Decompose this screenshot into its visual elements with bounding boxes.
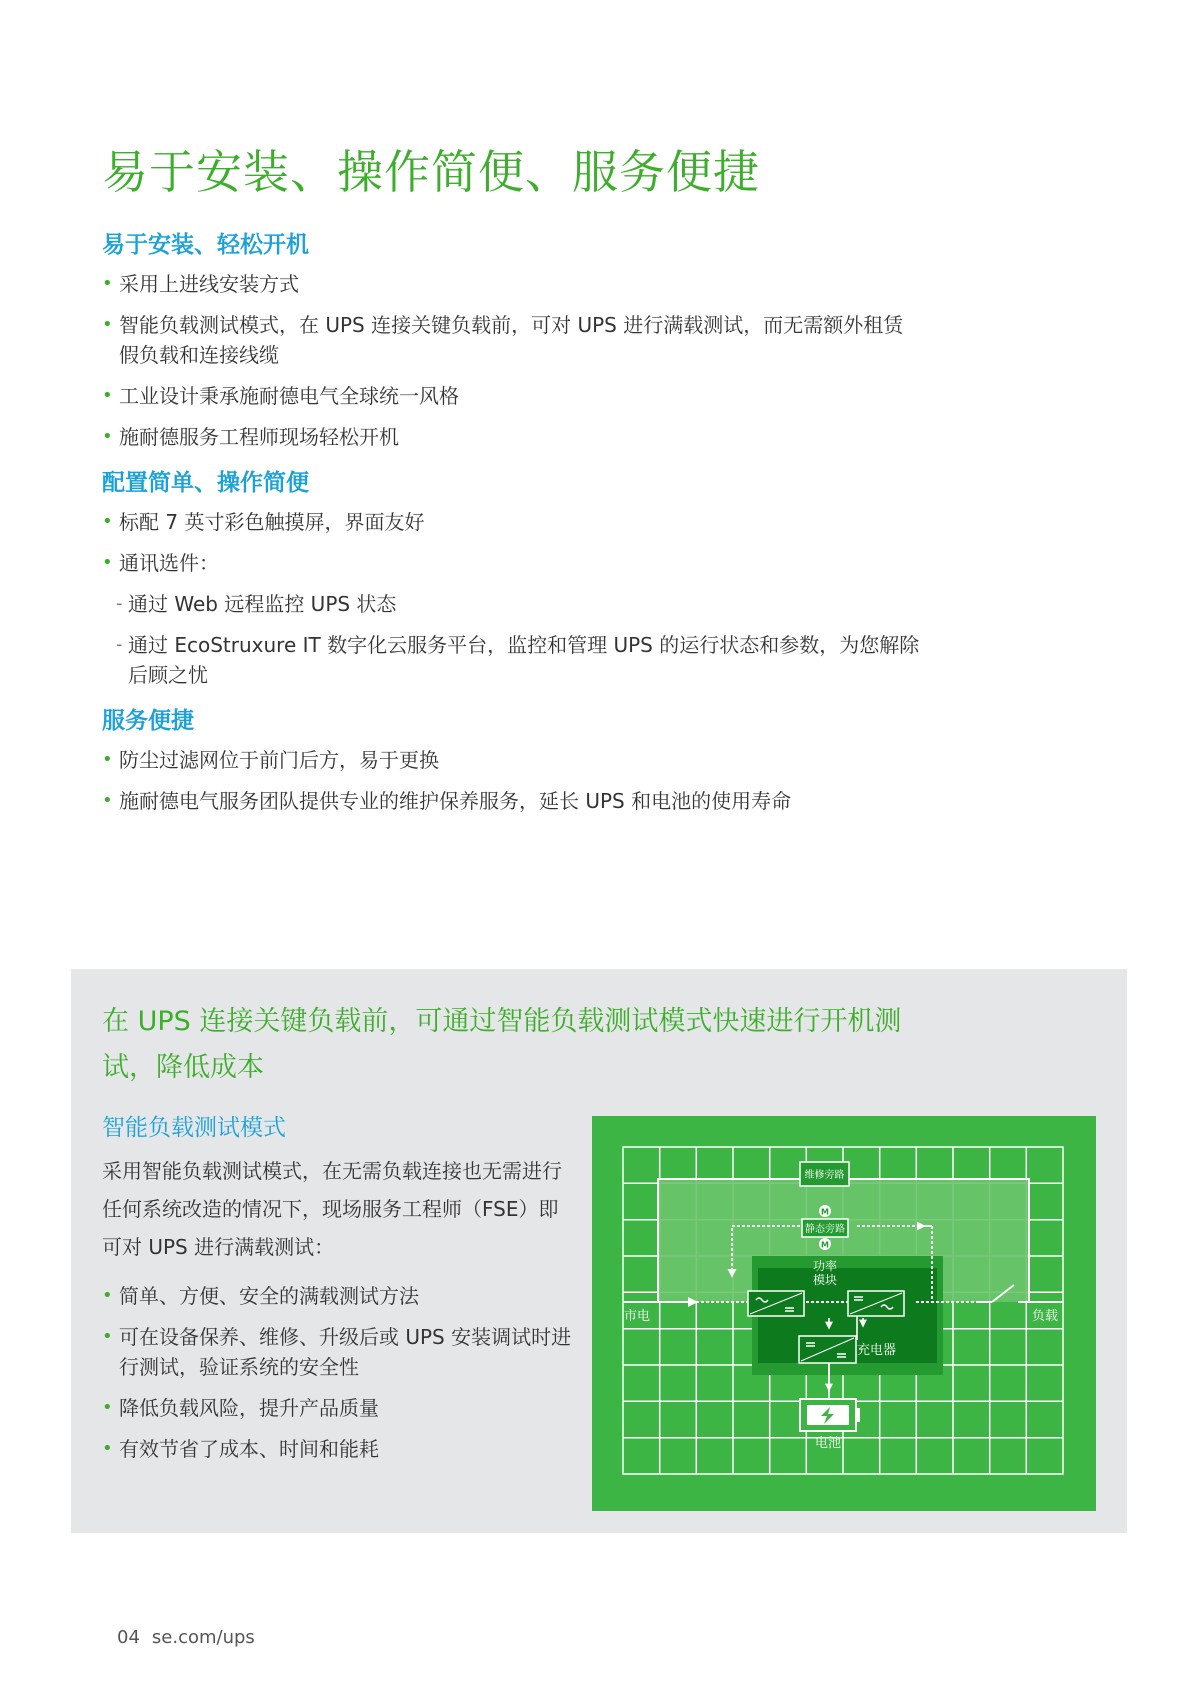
bullet-icon: • <box>102 1285 113 1306</box>
bullet-icon: • <box>102 385 113 406</box>
bullet-icon: • <box>102 1438 113 1459</box>
maintenance-bypass-box <box>800 1162 849 1186</box>
charger-label: 充电器 <box>857 1343 897 1358</box>
list-item-text: 标配 7 英寸彩色触摸屏，界面友好 <box>119 510 425 534</box>
sub-list-item <box>102 589 922 619</box>
footer-url[interactable]: se.com/ups <box>151 1627 255 1648</box>
bullet-icon: • <box>102 273 113 294</box>
battery-icon <box>800 1399 860 1431</box>
list-item-text: 可在设备保养、维修、升级后或 UPS 安装调试时进行测试，验证系统的安全性 <box>119 1325 572 1379</box>
panel-subtitle: 智能负载测试模式 <box>102 1115 286 1141</box>
load-label: 负载 <box>1032 1309 1059 1324</box>
list-item <box>102 548 922 578</box>
power-module-label: 模块 <box>812 1273 838 1287</box>
svg-text:M: M <box>821 1240 829 1250</box>
switch-icon <box>819 1238 831 1250</box>
page-number: 04 <box>117 1627 140 1648</box>
switch-icon <box>819 1205 831 1217</box>
power-module-label: 功率 <box>812 1259 838 1273</box>
bullet-icon: • <box>102 552 113 573</box>
list-item <box>102 422 922 452</box>
panel-description: 采用智能负载测试模式，在无需负载连接也无需进行任何系统改造的情况下，现场服务工程师（FSE）即可对 UPS 进行满载测试： <box>102 1159 562 1259</box>
section-title: 配置简单、操作简便 <box>102 470 309 496</box>
list-item <box>102 1393 572 1423</box>
list-item-text: 通讯选件： <box>119 551 219 575</box>
section-title: 易于安装、轻松开机 <box>102 232 309 258</box>
list-item-text: 施耐德服务工程师现场轻松开机 <box>119 425 399 449</box>
list-item <box>102 1434 572 1464</box>
list-item <box>102 381 922 411</box>
section-service <box>102 702 922 827</box>
list-item <box>102 507 922 537</box>
list-item-text: 降低负载风险，提升产品质量 <box>119 1396 379 1420</box>
list-item <box>102 269 922 299</box>
list-item-text: 防尘过滤网位于前门后方，易于更换 <box>119 748 439 772</box>
bullet-icon: • <box>102 749 113 770</box>
charger-icon <box>799 1336 856 1363</box>
dash-icon: - <box>116 634 123 655</box>
battery-label: 电池 <box>814 1436 842 1451</box>
list-item <box>102 786 922 816</box>
list-item <box>102 1281 572 1311</box>
bullet-icon: • <box>102 314 113 335</box>
list-item-text: 采用上进线安装方式 <box>119 272 299 296</box>
list-item-text: 工业设计秉承施耐德电气全球统一风格 <box>119 384 459 408</box>
rectifier-icon <box>748 1291 804 1316</box>
sub-list-item <box>102 630 922 690</box>
list-item <box>102 745 922 775</box>
list-item-text: 通过 EcoStruxure IT 数字化云服务平台，监控和管理 UPS 的运行状态和参数，为您解除后顾之忧 <box>128 633 920 687</box>
dash-icon: - <box>116 593 123 614</box>
page-title: 易于安装、操作简便、服务便捷 <box>102 145 760 199</box>
section-easy-install <box>102 226 922 463</box>
list-item <box>102 310 922 370</box>
svg-text:静态旁路: 静态旁路 <box>805 1224 845 1235</box>
list-item-text: 通过 Web 远程监控 UPS 状态 <box>128 592 397 616</box>
bullet-list <box>102 269 922 452</box>
section-simple-config <box>102 464 922 701</box>
bullet-icon: • <box>102 426 113 447</box>
inverter-icon <box>848 1291 904 1316</box>
feature-panel <box>71 969 1127 1533</box>
bullet-list <box>102 745 922 816</box>
ups-load-test-diagram <box>592 1116 1096 1511</box>
bullet-icon: • <box>102 511 113 532</box>
bullet-icon: • <box>102 1397 113 1418</box>
page-footer <box>117 1627 255 1648</box>
bullet-list <box>102 507 922 690</box>
list-item-text: 有效节省了成本、时间和能耗 <box>119 1437 379 1461</box>
bullet-icon: • <box>102 790 113 811</box>
list-item-text: 施耐德电气服务团队提供专业的维护保养服务，延长 UPS 和电池的使用寿命 <box>119 789 792 813</box>
panel-heading: 在 UPS 连接关键负载前，可通过智能负载测试模式快速进行开机测试，降低成本 <box>102 1006 902 1083</box>
list-item-text: 智能负载测试模式，在 UPS 连接关键负载前，可对 UPS 进行满载测试，而无需额外租赁假负载和连接线缆 <box>119 313 904 367</box>
bullet-icon: • <box>102 1326 113 1347</box>
svg-text:维修旁路: 维修旁路 <box>804 1170 845 1181</box>
mains-label: 市电 <box>624 1309 651 1324</box>
section-title: 服务便捷 <box>102 708 194 734</box>
svg-text:M: M <box>821 1207 829 1217</box>
static-bypass-box <box>802 1219 848 1237</box>
panel-bullet-list <box>102 1281 572 1475</box>
list-item <box>102 1322 572 1382</box>
list-item-text: 简单、方便、安全的满载测试方法 <box>119 1284 419 1308</box>
